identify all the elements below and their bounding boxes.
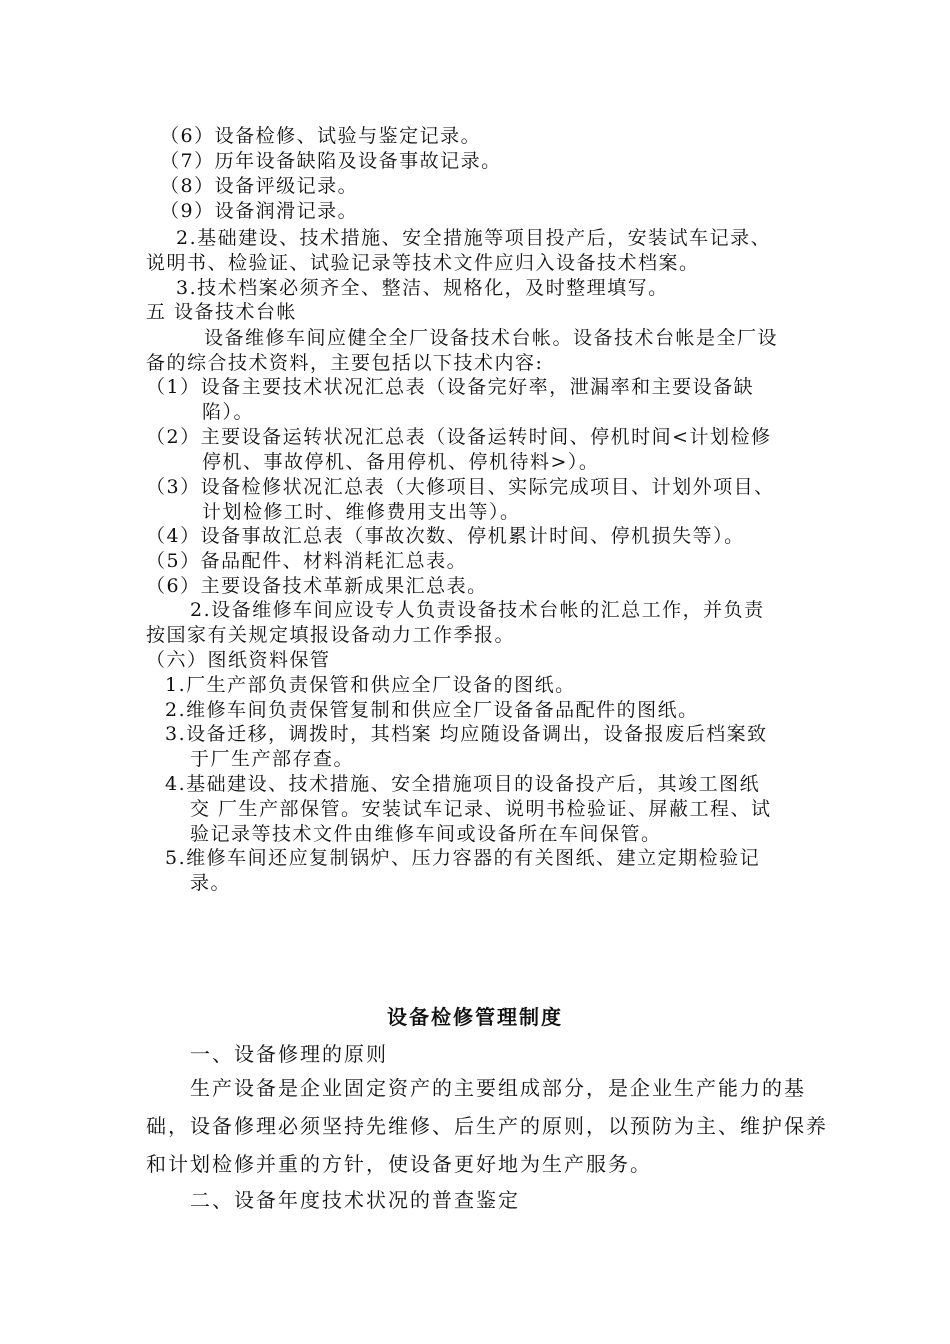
ledger-item-3-line1: （3）设备检修状况汇总表（大修项目、实际完成项目、计划外项目、 xyxy=(146,476,775,498)
record-item-6: （6）设备检修、试验与鉴定记录。 xyxy=(160,125,482,147)
repair-principle-line3: 和计划检修并重的方针，使设备更好地为生产服务。 xyxy=(146,1152,652,1176)
ledger-item-6: （6）主要设备技术革新成果汇总表。 xyxy=(146,575,488,597)
drawing-rule-5-line1: 5.维修车间还应复制锅炉、压力容器的有关图纸、建立定期检验记 xyxy=(165,847,761,869)
ledger-rule-2-line2: 按国家有关规定填报设备动力工作季报。 xyxy=(146,624,516,646)
repair-principle-line1: 生产设备是企业固定资产的主要组成部分，是企业生产能力的基 xyxy=(190,1076,806,1100)
drawing-rule-4-line1: 4.基础建设、技术措施、安全措施项目的设备投产后，其竣工图纸 xyxy=(165,773,761,795)
ledger-intro-line1: 设备维修车间应健全全厂设备技术台帐。设备技术台帐是全厂设 xyxy=(204,327,779,349)
drawing-rule-4-line2: 交 厂生产部保管。安装试车记录、说明书检验证、屏蔽工程、试 xyxy=(190,798,772,820)
ledger-item-2-line1: （2）主要设备运转状况汇总表（设备运转时间、停机时间<计划检修 xyxy=(146,426,772,448)
repair-principle-line2: 础，设备修理必须坚持先维修、后生产的原则，以预防为主、维护保养 xyxy=(146,1114,828,1138)
heading-repair-principle: 一、设备修理的原则 xyxy=(190,1042,388,1066)
section-heading-ledger: 五 设备技术台帐 xyxy=(146,301,298,323)
drawing-rule-3-line2: 于厂生产部存查。 xyxy=(190,748,355,770)
ledger-item-1-line1: （1）设备主要技术状况汇总表（设备完好率，泄漏率和主要设备缺 xyxy=(146,376,755,398)
record-item-9: （9）设备润滑记录。 xyxy=(160,200,359,222)
page-title: 设备检修管理制度 xyxy=(387,1005,563,1029)
drawing-rule-1: 1.厂生产部负责保管和供应全厂设备的图纸。 xyxy=(165,674,576,696)
ledger-rule-2-line1: 2.设备维修车间应设专人负责设备技术台帐的汇总工作，并负责 xyxy=(190,599,765,621)
drawing-rule-2: 2.维修车间负责保管复制和供应全厂设备备品配件的图纸。 xyxy=(165,699,699,721)
ledger-item-2-line2: 停机、事故停机、备用停机、停机待料>）。 xyxy=(202,451,600,473)
ledger-item-4: （4）设备事故汇总表（事故次数、停机累计时间、停机损失等）。 xyxy=(146,525,745,547)
heading-annual-inspection: 二、设备年度技术状况的普查鉴定 xyxy=(190,1188,520,1212)
ledger-item-3-line2: 计划检修工时、维修费用支出等）。 xyxy=(202,501,521,523)
archive-rule-3: 3.技术档案必须齐全、整洁、规格化，及时整理填写。 xyxy=(176,277,669,299)
drawing-rule-5-line2: 录。 xyxy=(190,872,232,894)
drawing-rule-3-line1: 3.设备迁移，调拨时，其档案 均应随设备调出，设备报废后档案致 xyxy=(165,723,768,745)
drawing-rule-4-line3: 验记录等技术文件由维修车间或设备所在车间保管。 xyxy=(190,823,662,845)
section-heading-drawings: （六）图纸资料保管 xyxy=(146,649,331,671)
ledger-item-1-line2: 陷）。 xyxy=(202,401,255,423)
ledger-item-5: （5）备品配件、材料消耗汇总表。 xyxy=(146,550,468,572)
record-item-8: （8）设备评级记录。 xyxy=(160,175,359,197)
archive-rule-2-line1: 2.基础建设、技术措施、安全措施等项目投产后，安装试车记录、 xyxy=(176,227,772,249)
record-item-7: （7）历年设备缺陷及设备事故记录。 xyxy=(160,150,502,172)
ledger-intro-line2: 备的综合技术资料，主要包括以下技术内容: xyxy=(146,352,544,374)
archive-rule-2-line2: 说明书、检验证、试验记录等技术文件应归入设备技术档案。 xyxy=(146,252,700,274)
